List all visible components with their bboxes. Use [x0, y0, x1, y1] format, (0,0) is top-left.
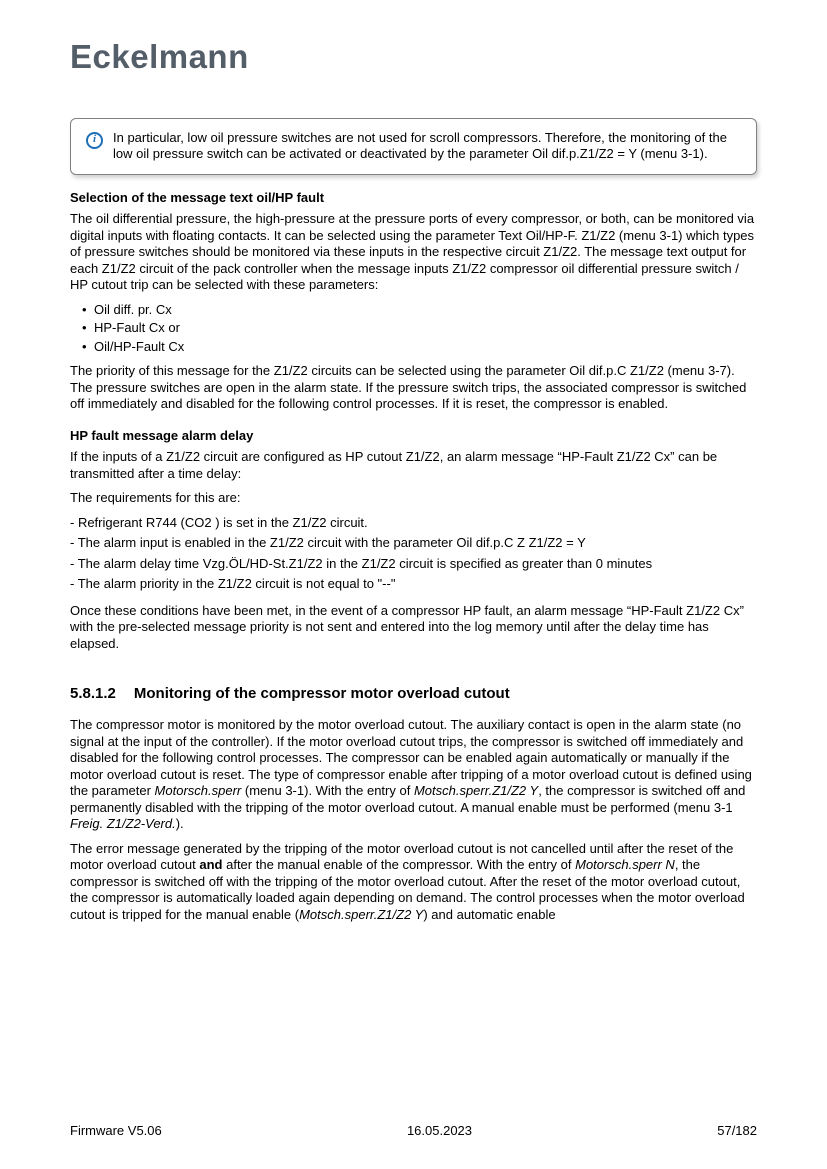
logo: Eckelmann [70, 38, 249, 75]
requirement-line: - The alarm delay time Vzg.ÖL/HD-St.Z1/Z2 in the Z1/Z2 circuit is specified as greater than 0 minutes [70, 555, 653, 571]
section-oil-hp-message [70, 190, 757, 413]
section-motor-overload [70, 684, 757, 923]
bullet-item [70, 320, 757, 337]
footer-firmware-version: Firmware V5.06 [70, 1122, 162, 1138]
section-heading [70, 684, 757, 703]
paragraph-oil-intro: The oil differential pressure, the high-pressure at the pressure ports of every compressor, or both, can be monitored via digital inputs with floating contacts. It can be selected using the parameter Text Oil/HP-F. Z1/Z2 (menu 3-1) which types of pressure switches should be monitored via these inputs in the respective circuit Z1/Z2. The message text output for each Z1/Z2 circuit of the pack controller when the message inputs Z1/Z2 compressor oil differential pressure switch / HP cutout trip can be selected with these parameters: [70, 211, 755, 293]
bullet-item [70, 339, 757, 356]
bullet-item-label: HP-Fault Cx or [94, 320, 180, 336]
footer [70, 1123, 757, 1140]
bullet-item [70, 302, 757, 319]
footer-date: 16.05.2023 [406, 1122, 473, 1138]
paragraph-oil-priority: The priority of this message for the Z1/Z2 circuits can be selected using the parameter Oil dif.p.C Z1/Z2 (menu 3-7). The pressure switches are open in the alarm state. If the pressure switch trips, the associated compressor is switched off immediately and disabled for the following control processes. If it is reset, the compressor is enabled. [70, 363, 747, 412]
section-title: Monitoring of the compressor motor overload cutout [133, 685, 510, 703]
section-hp-delay [70, 428, 757, 653]
page-content [0, 190, 827, 924]
requirements-list [70, 515, 757, 593]
paragraph-motor-1: The compressor motor is monitored by the motor overload cutout. The auxiliary contact is open in the alarm state (no signal at the input of the controller). If the motor overload cutout trips, the compressor is switched off immediately and disabled for the following control processes. The compressor can be enabled again automatically or manually if the motor overload cutout is reset. The type of compressor enable after tripping of a motor overload cutout is defined using the parameter Motorsch.sperr (menu 3-1). With the entry of Motsch.sperr.Z1/Z2 Y, the compressor is switched off and permanently disabled with the tripping of the motor overload cutout. A manual enable must be performed (menu 3-1 Freig. Z1/Z2-Verd.). [70, 717, 752, 832]
info-box [70, 118, 757, 175]
paragraph-hp-intro: If the inputs of a Z1/Z2 circuit are configured as HP cutout Z1/Z2, an alarm message “HP-Fault Z1/Z2 Cx” can be transmitted after a time delay: [70, 449, 718, 481]
bullet-item-label: Oil diff. pr. Cx [94, 301, 172, 317]
requirement-line: - Refrigerant R744 (CO2 ) is set in the Z1/Z2 circuit. [70, 514, 368, 530]
requirement-line: - The alarm input is enabled in the Z1/Z2 circuit with the parameter Oil dif.p.C Z Z1/Z2 = Y [70, 535, 586, 551]
paragraph-hp-conclusion: Once these conditions have been met, in the event of a compressor HP fault, an alarm message “HP-Fault Z1/Z2 Cx” with the pre-selected message priority is not sent and entered into the log memory until after the delay time has elapsed. [70, 602, 744, 651]
info-box-text: In particular, low oil pressure switches are not used for scroll compressors. Therefore, the monitoring of the low oil pressure switch can be activated or deactivated by the parameter Oil dif.p.Z1/Z2 = Y (menu 3-1). [113, 129, 727, 162]
bullet-item-label: Oil/HP-Fault Cx [94, 338, 185, 354]
paragraph-motor-2: The error message generated by the tripping of the motor overload cutout is not cancelled until after the reset of the motor overload cutout and after the manual enable of the compressor. With the entry of Motorsch.sperr N, the compressor is switched off with the tripping of the motor overload cutout. After the reset of the motor overload cutout, the compressor is automatically loaded again depending on demand. The control processes when the motor overload cutout is tripped for the manual enable (Motsch.sperr.Z1/Z2 Y) and automatic enable [70, 840, 745, 922]
footer-page-number: 57/182 [717, 1122, 757, 1138]
bullet-list [70, 302, 757, 356]
paragraph-hp-requirements-intro: The requirements for this are: [70, 490, 241, 506]
heading-hp-delay: HP fault message alarm delay [70, 427, 254, 443]
section-number: 5.8.1.2 [70, 685, 116, 703]
info-icon: i [86, 132, 103, 149]
heading-oil-hp-fault: Selection of the message text oil/HP fault [70, 189, 325, 205]
requirement-line: - The alarm priority in the Z1/Z2 circuit is not equal to "--" [70, 576, 396, 592]
